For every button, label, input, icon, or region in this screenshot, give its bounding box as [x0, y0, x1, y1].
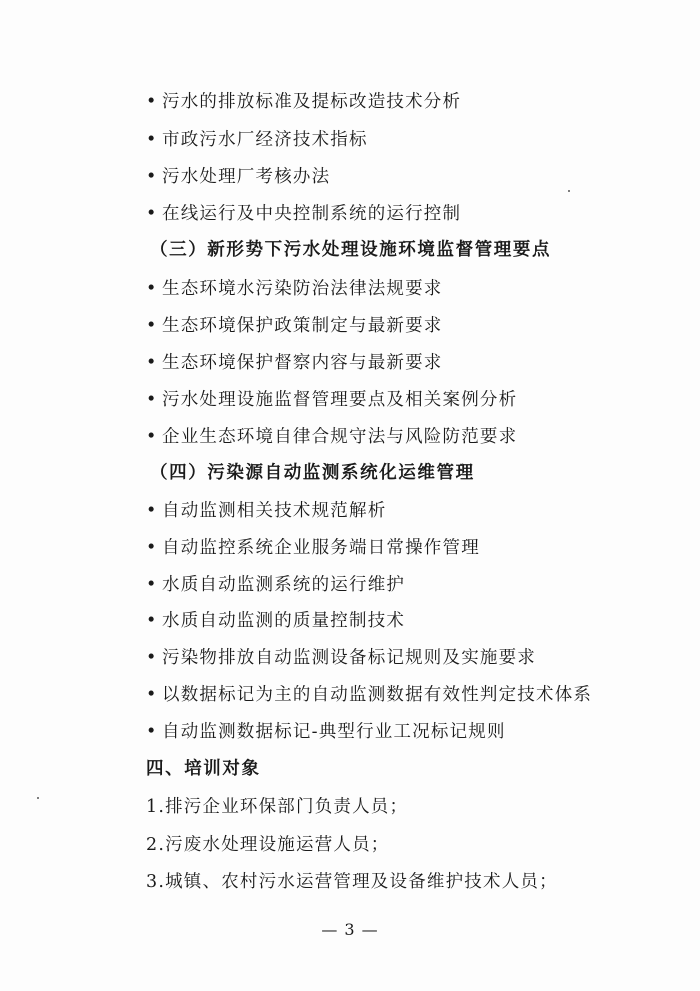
bullet-icon: • [146, 427, 158, 447]
list-item-text: 生态环境保护政策制定与最新要求 [162, 316, 443, 336]
bullet-icon: • [146, 722, 158, 742]
section-heading: 四、培训对象 [146, 759, 261, 779]
numbered-item: 3.城镇、农村污水运营管理及设备维护技术人员； [146, 872, 558, 892]
bullet-icon: • [146, 204, 158, 224]
list-item [146, 88, 461, 113]
bullet-icon: • [146, 648, 158, 668]
list-item [146, 275, 443, 300]
list-item-text: 自动监测数据标记-典型行业工况标记规则 [162, 722, 506, 742]
bullet-icon: • [146, 575, 158, 595]
bullet-icon: • [146, 167, 158, 187]
list-item [146, 607, 405, 632]
numbered-item: 1.排污企业环保部门负责人员； [146, 797, 409, 817]
list-item-text: 企业生态环境自律合规守法与风险防范要求 [162, 427, 518, 447]
list-item-text: 水质自动监测系统的运行维护 [162, 575, 406, 595]
list-item [146, 718, 506, 743]
bullet-icon: • [146, 279, 158, 299]
list-item [146, 644, 536, 669]
list-item [146, 312, 443, 337]
list-item [146, 386, 517, 411]
list-item [146, 423, 517, 448]
list-item [146, 497, 386, 522]
list-item [146, 571, 405, 596]
bullet-icon: • [146, 353, 158, 373]
list-item-text: 自动监控系统企业服务端日常操作管理 [162, 538, 480, 558]
list-item-text: 生态环境保护督察内容与最新要求 [162, 353, 443, 373]
list-item-text: 自动监测相关技术规范解析 [162, 501, 387, 521]
scan-speck [568, 190, 570, 192]
list-item [146, 534, 480, 559]
bullet-icon: • [146, 130, 158, 150]
list-item-text: 市政污水厂经济技术指标 [162, 130, 368, 150]
bullet-icon: • [146, 316, 158, 336]
list-item-text: 生态环境水污染防治法律法规要求 [162, 279, 443, 299]
numbered-item: 2.污废水处理设施运营人员； [146, 835, 390, 855]
list-item-text: 污水处理设施监督管理要点及相关案例分析 [162, 390, 518, 410]
list-item-text: 以数据标记为主的自动监测数据有效性判定技术体系 [162, 685, 593, 705]
list-item-text: 在线运行及中央控制系统的运行控制 [162, 204, 462, 224]
list-item [146, 200, 461, 225]
list-item [146, 349, 443, 374]
list-item-text: 污水处理厂考核办法 [162, 167, 331, 187]
list-item-text: 污染物排放自动监测设备标记规则及实施要求 [162, 648, 536, 668]
subsection-heading: （四）污染源自动监测系统化运维管理 [150, 463, 475, 483]
scan-speck [37, 797, 39, 799]
bullet-icon: • [146, 611, 158, 631]
bullet-icon: • [146, 501, 158, 521]
page-number: — 3 — [321, 920, 379, 939]
list-item [146, 126, 368, 151]
bullet-icon: • [146, 390, 158, 410]
bullet-icon: • [146, 92, 158, 112]
subsection-heading: （三）新形势下污水处理设施环境监督管理要点 [150, 240, 552, 260]
list-item [146, 681, 592, 706]
bullet-icon: • [146, 538, 158, 558]
bullet-icon: • [146, 685, 158, 705]
list-item-text: 污水的排放标准及提标改造技术分析 [162, 92, 462, 112]
list-item [146, 163, 330, 188]
list-item-text: 水质自动监测的质量控制技术 [162, 611, 406, 631]
